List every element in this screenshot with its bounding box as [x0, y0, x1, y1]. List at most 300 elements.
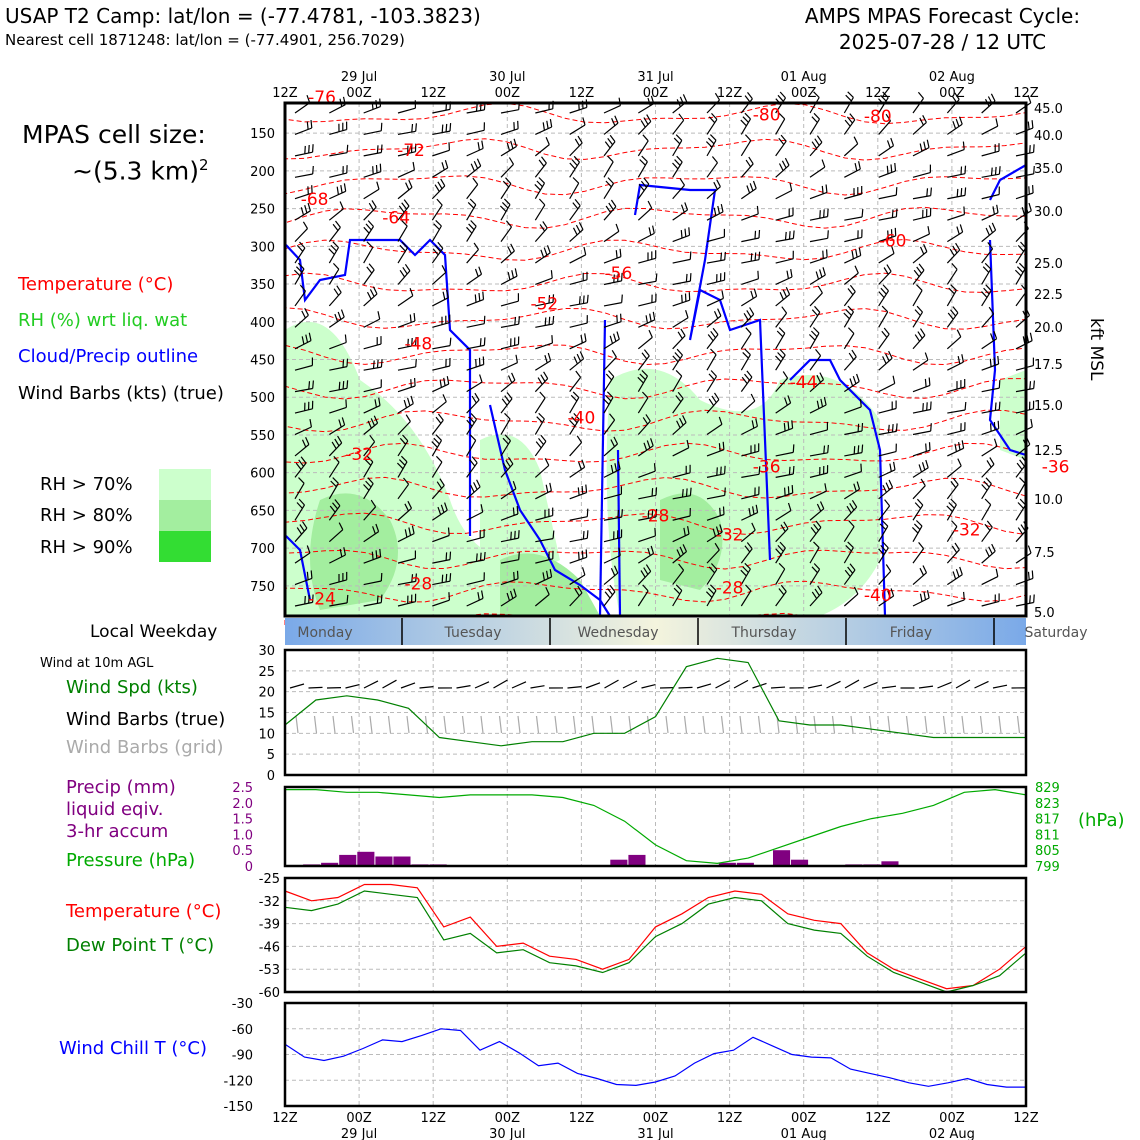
wind-barb-feather — [712, 157, 717, 163]
wind-barb-feather — [677, 349, 682, 355]
wind-barb-feather — [347, 380, 348, 388]
wind-barb — [432, 150, 449, 156]
wind-barb — [776, 277, 792, 284]
wind-barb-feather — [610, 135, 615, 141]
wind-barb-feather — [483, 292, 484, 300]
wind-barb-feather — [985, 524, 990, 530]
wind-barb-feather — [999, 402, 1000, 410]
wind-barb — [1016, 505, 1026, 520]
wind-barb-feather — [1017, 267, 1023, 273]
wind-barb-feather — [926, 460, 928, 468]
wind-barb — [844, 357, 856, 370]
wind-barb — [913, 573, 927, 585]
wind-barb-feather — [583, 567, 585, 575]
wind-barb — [879, 409, 896, 414]
wind-barb-feather — [535, 184, 541, 190]
wind-barb-feather — [924, 592, 926, 600]
wind-barb-true — [568, 687, 582, 688]
wind-barb-feather — [915, 503, 920, 509]
temperature-label: -32 — [715, 525, 744, 546]
wind-barb-feather — [640, 160, 646, 166]
wind-barb-true — [457, 686, 471, 688]
wind-barb-feather — [479, 267, 482, 275]
wind-barb-feather — [539, 438, 544, 444]
wind-barb-feather — [675, 353, 680, 359]
wind-barb-feather — [785, 488, 786, 496]
wind-barb-feather — [931, 188, 932, 196]
pressure-tick-label: 150 — [250, 127, 275, 143]
wind-tick-label: 25 — [258, 664, 275, 680]
wind-barb-feather — [750, 308, 754, 315]
wind-barb-feather — [780, 349, 785, 355]
wind-barb — [879, 195, 897, 199]
wind-barb-feather — [484, 337, 485, 345]
wind-barb-feather — [788, 486, 789, 494]
precip-bar — [628, 855, 645, 866]
wind-barb-feather — [571, 395, 577, 401]
wind-barb-feather — [302, 311, 306, 318]
wind-barb — [810, 192, 827, 198]
wind-barb — [947, 430, 964, 434]
cell-size-title: MPAS cell size: — [22, 120, 206, 149]
wind-barb-feather — [517, 506, 518, 514]
wind-barb — [913, 450, 930, 456]
wind-barb-feather — [711, 349, 717, 355]
wind-barb-feather — [849, 353, 853, 360]
pressure-tick-label: 811 — [1035, 828, 1060, 844]
wind-barb-feather — [450, 552, 451, 560]
wind-barb-true — [401, 683, 415, 688]
wind-barb-feather — [959, 442, 960, 450]
wind-barb-feather — [1028, 122, 1029, 130]
wind-barb-feather — [656, 273, 657, 281]
wind-barb-feather — [723, 442, 724, 450]
wind-barb-feather — [828, 230, 829, 238]
wind-barb-feather — [1017, 463, 1022, 469]
wind-barb-feather — [927, 140, 929, 148]
wind-barb-feather — [962, 354, 964, 362]
wind-tick-label: 30 — [258, 644, 275, 659]
wind-barb-true — [605, 680, 619, 688]
wind-barb — [913, 549, 924, 564]
wind-barb-feather — [964, 592, 965, 600]
wind-barb-feather — [986, 549, 990, 556]
wind-barb-grid — [648, 716, 650, 733]
wind-barb-feather — [952, 546, 956, 553]
wind-barb — [467, 300, 484, 306]
wind-barb-feather — [709, 374, 714, 380]
wind-barb — [432, 168, 447, 177]
wind-barb-feather — [824, 209, 825, 217]
wind-barb-feather — [411, 379, 412, 387]
wind-barb — [947, 337, 960, 349]
weekday-label: Saturday — [1024, 625, 1088, 641]
wind-barb-feather — [823, 251, 824, 259]
wind-barb-feather — [812, 310, 817, 316]
wind-barb — [501, 380, 515, 391]
wind-barb-feather — [347, 359, 348, 367]
wind-barb-feather — [333, 263, 338, 269]
wind-barb-feather — [541, 375, 545, 382]
wind-barb-feather — [790, 231, 791, 239]
wind-barb-feather — [921, 247, 924, 254]
wind-barb-feather — [436, 417, 441, 423]
wind-barb — [913, 98, 924, 113]
wind-barb — [879, 452, 896, 456]
weekday-label: Wednesday — [577, 625, 659, 641]
temperature-tick-label: -32 — [258, 894, 280, 910]
wind-barb-feather — [789, 467, 790, 475]
kft-tick-label: 35.0 — [1034, 162, 1063, 177]
kft-tick-label: 30.0 — [1034, 205, 1063, 220]
wind-barb-feather — [854, 137, 858, 144]
wind-barb-feather — [793, 466, 794, 474]
wind-barb — [776, 239, 794, 242]
wind-barb-feather — [685, 229, 686, 237]
wind-barb-feather — [606, 374, 611, 380]
wind-barb-feather — [364, 227, 369, 233]
wind-barb-feather — [886, 565, 890, 572]
pressure-tick-label: 799 — [1035, 860, 1060, 875]
wind-barb-feather — [862, 423, 863, 431]
wind-barb — [604, 322, 621, 328]
bottom-date-label: 01 Aug — [780, 1127, 827, 1140]
wind-barb-feather — [518, 571, 519, 579]
wind-barb-feather — [809, 335, 815, 341]
wind-barb-feather — [953, 307, 958, 313]
wind-barb-feather — [446, 552, 447, 560]
wind-barb-feather — [579, 462, 582, 470]
wind-barb — [982, 577, 998, 585]
wind-barb-feather — [444, 378, 445, 386]
wind-barb-feather — [608, 138, 613, 144]
wind-barb — [398, 187, 412, 198]
wind-barb-feather — [896, 423, 897, 431]
wind-barb-feather — [509, 158, 513, 165]
wind-barb — [982, 464, 994, 477]
wind-barb-feather — [373, 287, 377, 294]
wind-barb-feather — [442, 575, 443, 583]
wind-barb — [741, 334, 751, 349]
wind-barb-feather — [816, 349, 821, 355]
wind-barb-feather — [642, 156, 648, 162]
wind-barb-feather — [406, 183, 409, 190]
wind-barb-grid — [463, 716, 465, 733]
nearest-cell-subtitle: Nearest cell 1871248: lat/lon = (-77.4901, 256.7029) — [5, 31, 405, 49]
wind-barb — [707, 335, 718, 349]
kft-tick-label: 25.0 — [1034, 257, 1063, 272]
wind-barb-feather — [605, 142, 610, 148]
wind-barb — [535, 361, 550, 371]
wind-barb-feather — [824, 446, 825, 454]
wind-barb-feather — [725, 466, 726, 474]
wind-barb-feather — [437, 199, 442, 205]
wind-barb — [364, 294, 377, 306]
wind-tick-label: 20 — [258, 685, 275, 701]
wind-barb-feather — [606, 206, 611, 213]
wind-barb — [1016, 578, 1033, 584]
wind-barb-feather — [434, 438, 440, 444]
wind-barb — [844, 217, 862, 220]
bottom-date-label: 31 Jul — [637, 1127, 674, 1140]
wind-barb-grid — [296, 716, 298, 733]
top-tick-label: 00Z — [494, 86, 521, 101]
wind-barb — [879, 431, 897, 434]
wind-barb-feather — [449, 592, 450, 600]
wind-barb-feather — [587, 530, 588, 538]
wind-barb-feather — [548, 353, 550, 361]
wind-barb-feather — [855, 266, 858, 273]
wind-barb — [776, 141, 787, 156]
wind-barb-feather — [724, 507, 725, 515]
wind-barb-feather — [681, 329, 685, 336]
wind-barb-feather — [1030, 333, 1032, 341]
wind-barb-feather — [583, 117, 585, 125]
wind-barb-feather — [621, 314, 622, 322]
wind-barb-feather — [548, 245, 551, 253]
wind-barb-feather — [956, 119, 959, 127]
kft-tick-label: 40.0 — [1034, 129, 1063, 144]
wind-barb-feather — [549, 317, 550, 325]
wind-barb-grid — [907, 716, 909, 733]
pressure-tick-label: 805 — [1035, 844, 1060, 860]
pressure-tick-label: 350 — [250, 278, 275, 294]
legend-temperature: Temperature (°C) — [18, 274, 174, 295]
wind-barb — [535, 163, 546, 177]
wind-barb-feather — [416, 359, 417, 367]
wind-barb-feather — [381, 573, 382, 581]
wind-barb-feather — [552, 335, 553, 343]
wind-barb-feather — [480, 338, 481, 346]
wind-barb-feather — [307, 572, 308, 580]
wind-barb — [501, 110, 519, 113]
legend-wind10m: Wind at 10m AGL — [40, 656, 154, 671]
wind-barb-feather — [479, 293, 480, 301]
windchill-tick-label: -150 — [223, 1100, 253, 1115]
wind-barb — [673, 235, 690, 241]
wind-barb — [947, 195, 965, 198]
wind-barb-feather — [415, 378, 416, 386]
wind-barb-feather — [953, 571, 956, 579]
wind-barb — [741, 260, 759, 263]
wind-barb-feather — [859, 248, 860, 256]
bottom-date-label: 29 Jul — [340, 1127, 378, 1140]
wind-barb-grid — [444, 716, 446, 733]
wind-barb — [329, 173, 346, 177]
wind-barb-feather — [509, 376, 512, 383]
wind-barb — [364, 207, 377, 220]
wind-barb-feather — [587, 295, 588, 303]
wind-barb-feather — [919, 542, 924, 548]
wind-barb-feather — [886, 483, 889, 490]
wind-barb-grid — [352, 716, 354, 733]
wind-barb-feather — [894, 462, 895, 470]
wind-barb — [776, 216, 793, 221]
wind-barb-feather — [1020, 460, 1025, 466]
pressure-tick-label: 550 — [250, 428, 275, 444]
wind-barb-feather — [759, 252, 760, 260]
wind-barb — [364, 153, 382, 156]
wind-barb — [467, 324, 485, 328]
wind-barb — [432, 226, 441, 242]
wind-barb-feather — [717, 467, 718, 475]
wind-barb — [467, 400, 479, 413]
wind-barb — [913, 526, 922, 542]
wind-barb — [673, 259, 691, 263]
wind-barb-feather — [998, 421, 999, 429]
wind-barb-feather — [891, 138, 894, 146]
wind-barb-feather — [646, 315, 647, 323]
wind-barb-feather — [817, 136, 822, 143]
windchill-tick-label: -60 — [231, 1022, 253, 1038]
wind-barb-grid — [685, 716, 687, 733]
wind-barb-feather — [642, 353, 647, 359]
temperature-label: -72 — [397, 140, 425, 161]
precip-panel-frame — [285, 787, 1026, 866]
wind-barb — [638, 208, 651, 220]
wind-barb — [913, 385, 930, 391]
wind-barb-feather — [989, 547, 993, 554]
wind-barb-feather — [848, 92, 854, 98]
wind-barb-feather — [683, 94, 686, 101]
wind-barb-feather — [343, 381, 344, 389]
wind-barb-feather — [381, 595, 382, 603]
wind-barb-feather — [369, 264, 374, 270]
wind-barb-feather — [676, 370, 682, 376]
wind-barb — [501, 184, 511, 199]
wind-barb — [364, 344, 381, 349]
wind-barb — [810, 356, 821, 371]
wind-barb-feather — [470, 199, 476, 205]
wind-barb-feather — [402, 242, 408, 248]
wind-barb-feather — [377, 145, 378, 153]
wind-barb — [364, 367, 382, 370]
wind-barb-feather — [539, 178, 545, 184]
wind-barb — [741, 99, 752, 113]
wind-barb-feather — [505, 396, 510, 402]
wind-barb-feather — [957, 227, 959, 235]
wind-barb-feather — [776, 356, 782, 362]
wind-barb-feather — [741, 120, 747, 126]
wind-barb — [879, 506, 890, 520]
wind-barb-feather — [822, 160, 825, 168]
wind-barb — [467, 250, 479, 264]
wind-barb — [398, 296, 413, 306]
wind-barb — [913, 431, 931, 434]
precip-bar — [339, 855, 356, 866]
wind-barb-feather — [928, 226, 929, 234]
wind-barb-feather — [374, 361, 375, 369]
wind-barb — [810, 312, 820, 327]
wind-barb-feather — [925, 379, 926, 387]
wind-barb-feather — [442, 125, 443, 133]
wind-barb-feather — [576, 225, 580, 232]
wind-barb-feather — [553, 531, 554, 539]
wind-barb-grid — [888, 716, 890, 733]
wind-barb — [467, 463, 478, 478]
wind-barb-feather — [541, 250, 544, 258]
wind-barb-feather — [889, 351, 893, 358]
wind-barb-feather — [449, 528, 450, 536]
wind-barb-feather — [575, 199, 580, 205]
wind-barb — [432, 366, 449, 370]
wind-barb — [329, 130, 346, 135]
wind-barb — [810, 119, 820, 134]
wind-barb-feather — [915, 335, 919, 342]
wind-barb-grid — [1018, 716, 1020, 733]
wind-barb-feather — [336, 221, 341, 227]
wind-barb-feather — [341, 185, 342, 193]
wind-barb-feather — [915, 310, 920, 316]
wind-barb — [364, 172, 381, 178]
wind-barb-feather — [649, 227, 651, 235]
wind-barb — [467, 166, 481, 177]
wind-barb-feather — [989, 225, 992, 232]
wind-barb-feather — [377, 182, 379, 190]
wind-barb-feather — [984, 481, 989, 487]
wind-barb-feather — [609, 371, 614, 377]
wind-barb — [604, 162, 613, 178]
wind-barb-feather — [442, 162, 444, 170]
wind-barb — [879, 358, 892, 370]
wind-barb-feather — [575, 139, 579, 146]
wind-barb-feather — [930, 442, 931, 450]
wind-barb — [329, 153, 347, 156]
wind-barb-feather — [745, 374, 750, 380]
pressure-tick-label: 300 — [250, 240, 275, 256]
wind-barb-feather — [313, 381, 314, 389]
wind-barb-feather — [434, 224, 440, 230]
wind-barb-feather — [686, 310, 688, 318]
wind-barb-feather — [996, 569, 998, 577]
wind-barb-feather — [992, 223, 995, 230]
wind-barb-feather — [881, 288, 886, 294]
wind-barb-feather — [927, 188, 928, 196]
wind-barb — [707, 237, 724, 242]
wind-barb-feather — [337, 187, 338, 195]
wind-barb-feather — [516, 355, 517, 363]
wind-barb-feather — [999, 380, 1000, 388]
wind-barb-feather — [641, 120, 645, 127]
wind-barb-feather — [748, 92, 753, 98]
wind-barb-feather — [476, 359, 477, 367]
wind-barb-feather — [378, 360, 379, 368]
wind-barb-feather — [347, 145, 348, 153]
wind-barb-true — [494, 680, 508, 688]
wind-barb-feather — [414, 313, 415, 321]
wind-barb-feather — [1030, 595, 1031, 603]
wind-barb-feather — [682, 205, 685, 213]
wind-barb — [947, 150, 964, 156]
wind-barb — [913, 216, 931, 220]
kft-tick-label: 17.5 — [1034, 358, 1063, 373]
wind-barb — [570, 493, 587, 499]
wind-barb-feather — [338, 312, 341, 320]
pressure-tick-label: 650 — [250, 504, 275, 520]
wind-barb — [432, 109, 450, 113]
pressure-tick-label: 200 — [250, 164, 275, 180]
legend-precip: Precip (mm) — [66, 777, 176, 798]
wind-barb-feather — [718, 206, 720, 214]
wind-barb — [947, 466, 961, 477]
wind-barb-feather — [955, 543, 959, 550]
wind-barb — [947, 410, 965, 413]
wind-barb-true — [919, 686, 933, 688]
wind-barb-feather — [404, 400, 406, 408]
wind-barb — [707, 355, 716, 371]
wind-barb-feather — [300, 242, 305, 248]
bottom-tick-label: 12Z — [568, 1111, 595, 1126]
